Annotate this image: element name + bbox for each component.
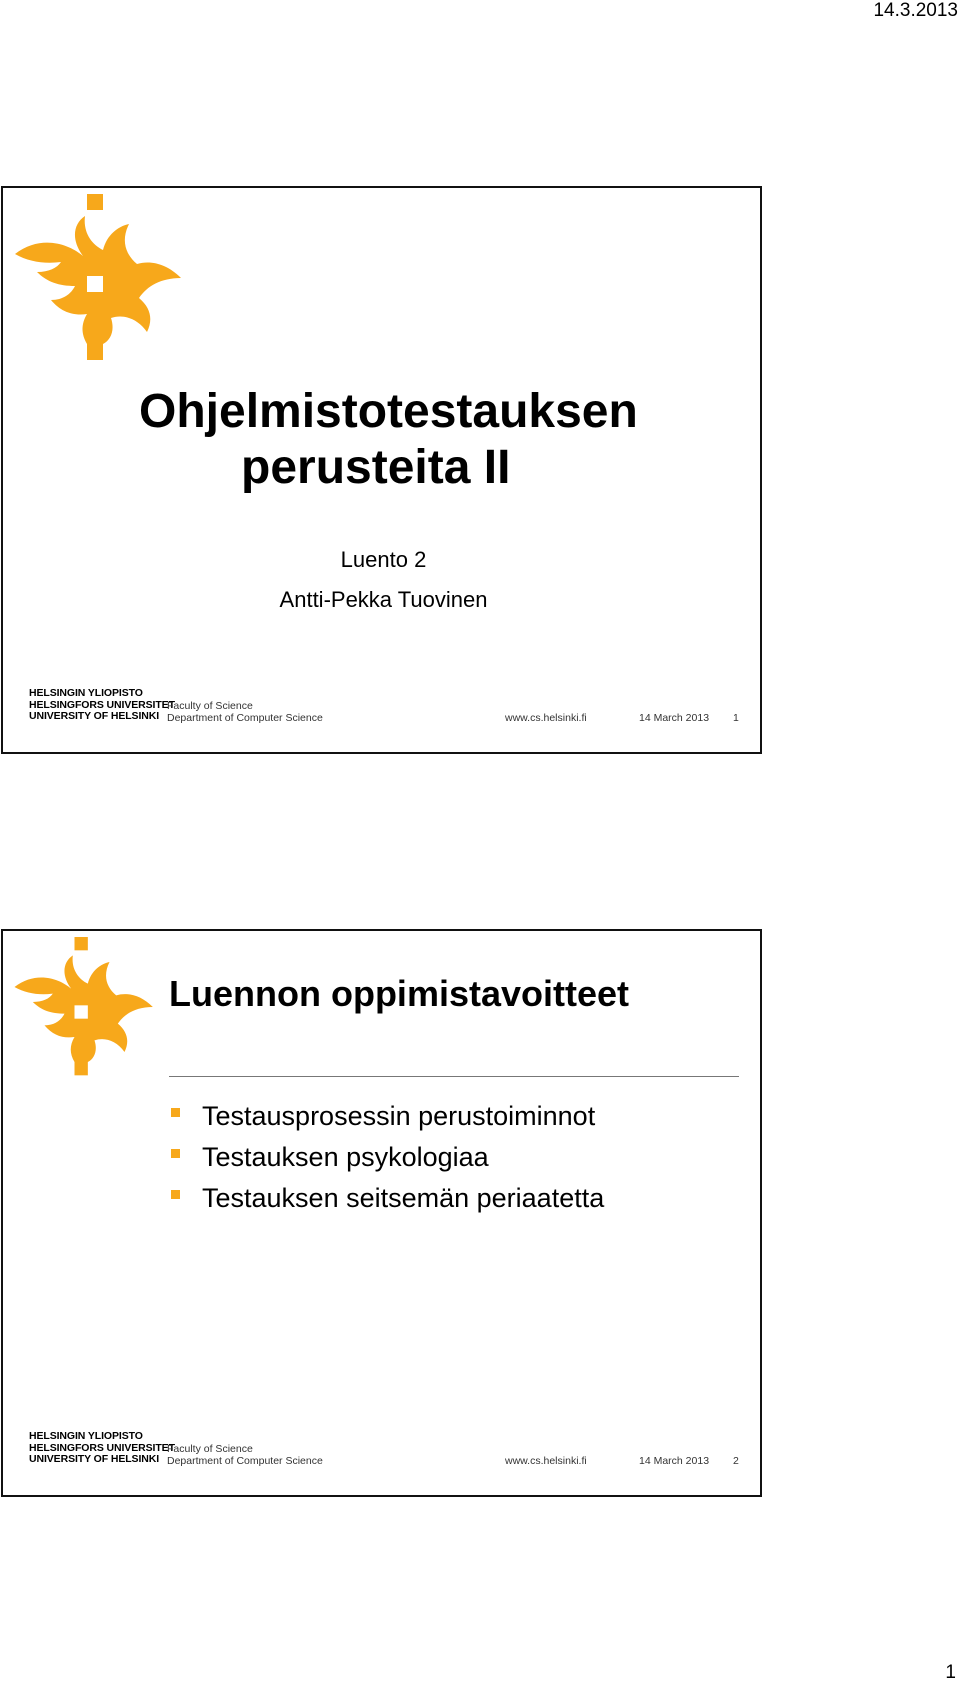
faculty-block xyxy=(167,1443,323,1467)
university-name xyxy=(29,1431,175,1466)
list-item: Testauksen seitsemän periaatetta xyxy=(169,1178,604,1219)
faculty-name: Faculty of Science xyxy=(167,700,253,712)
footer-url: www.cs.helsinki.fi xyxy=(505,1455,587,1467)
flame-logo-icon xyxy=(11,194,193,368)
university-name-en: UNIVERSITY OF HELSINKI xyxy=(29,710,160,722)
page-date: 14.3.2013 xyxy=(873,0,958,21)
slide-number: 2 xyxy=(733,1455,739,1467)
university-name-sv: HELSINGFORS UNIVERSITET xyxy=(29,1441,175,1454)
university-name xyxy=(29,688,175,723)
title-divider xyxy=(169,1076,739,1077)
slide-subtitle-block xyxy=(3,547,764,613)
university-name-en: UNIVERSITY OF HELSINKI xyxy=(29,1453,160,1465)
slide-1 xyxy=(1,186,762,754)
footer-date: 14 March 2013 xyxy=(639,1455,710,1467)
footer-url: www.cs.helsinki.fi xyxy=(505,712,587,724)
slide-title xyxy=(3,384,764,496)
list-item: Testauksen psykologiaa xyxy=(169,1137,604,1178)
footer-date: 14 March 2013 xyxy=(639,712,710,724)
slide-footer xyxy=(27,688,740,736)
slide-title-line-1: Ohjelmistotestauksen xyxy=(139,385,638,438)
page-number: 1 xyxy=(945,1662,956,1683)
slide-title-line-2: perusteita II xyxy=(241,441,511,494)
faculty-block xyxy=(167,700,323,724)
department-name: Department of Computer Science xyxy=(167,712,323,724)
lecturer-name: Antti-Pekka Tuovinen xyxy=(279,587,488,612)
slide-subtitle: Luento 2 xyxy=(340,547,427,572)
flame-logo-icon xyxy=(11,937,163,1082)
slide-2 xyxy=(1,929,762,1497)
university-name-sv: HELSINGFORS UNIVERSITET xyxy=(29,698,175,711)
slide-number: 1 xyxy=(733,712,739,724)
university-name-fi: HELSINGIN YLIOPISTO xyxy=(29,687,143,699)
university-name-fi: HELSINGIN YLIOPISTO xyxy=(29,1430,143,1442)
department-name: Department of Computer Science xyxy=(167,1455,323,1467)
faculty-name: Faculty of Science xyxy=(167,1443,253,1455)
slide-footer xyxy=(27,1431,740,1479)
list-item: Testausprosessin perustoiminnot xyxy=(169,1096,604,1137)
bullet-list xyxy=(169,1096,604,1219)
slide-title: Luennon oppimistavoitteet xyxy=(169,973,630,1014)
